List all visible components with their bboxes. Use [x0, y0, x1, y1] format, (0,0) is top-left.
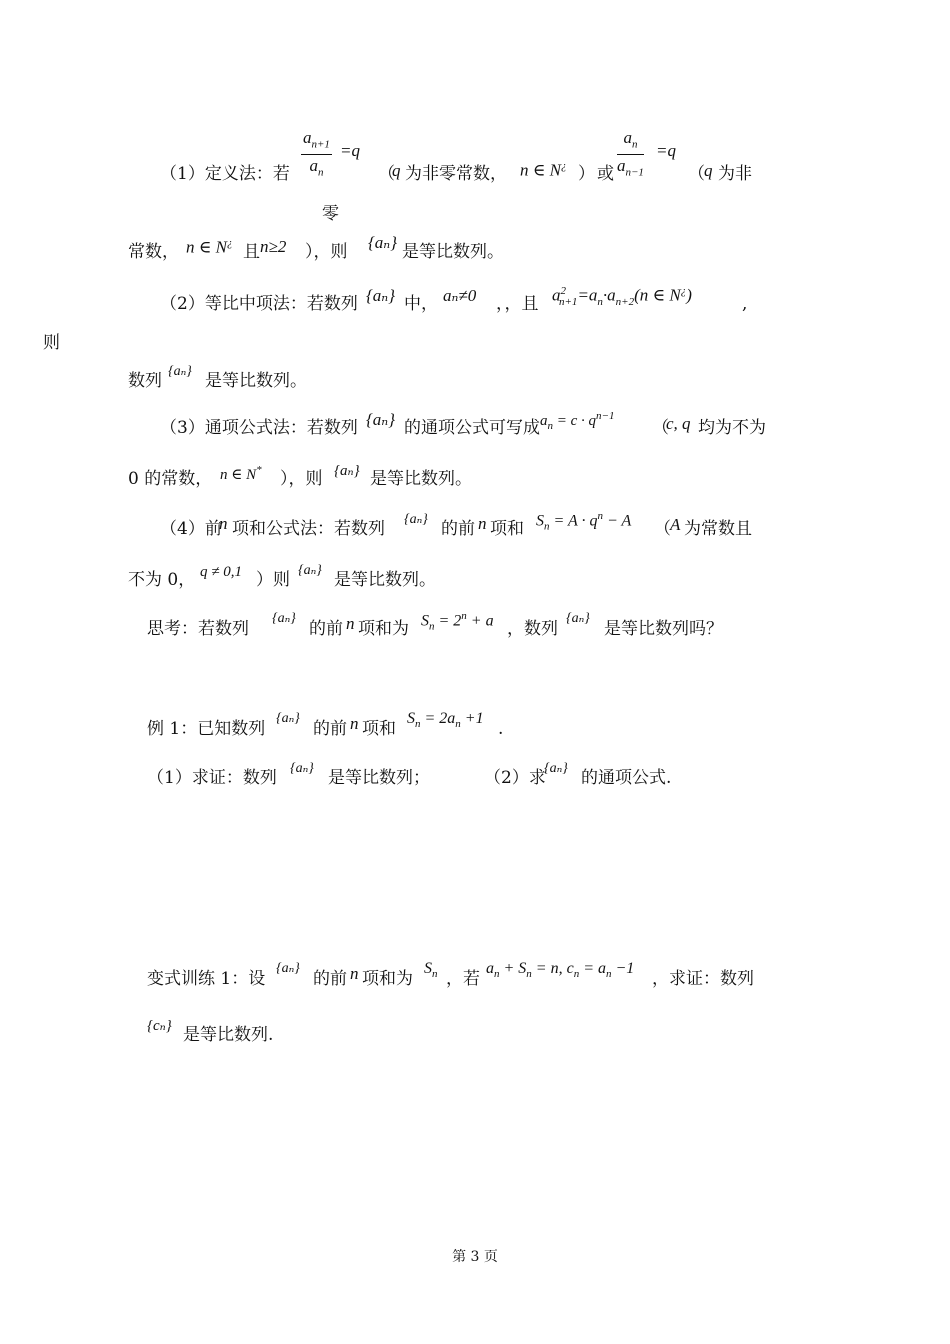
var1-e: ，求证：数列 — [652, 969, 754, 989]
s2-wrap: 则 — [43, 333, 60, 353]
s1-prefix: （1）定义法：若 — [160, 164, 290, 184]
ex1-sum-formula: $S_n = 2a_n +1$ — [407, 710, 484, 731]
s4-line2c: 是等比数列。 — [334, 570, 436, 590]
s3-condb: 均为不为 — [698, 418, 766, 438]
s3-prefix: （3）通项公式法：若数列 — [160, 418, 358, 438]
q-symbol-1: q — [392, 161, 401, 180]
n-in-N-1: n ∈ N¿ — [520, 160, 567, 180]
s4-prefix: （4）前 — [160, 519, 222, 539]
s4-condb: 为常数且 — [684, 519, 752, 539]
seq-an-10: {aₙ} — [276, 711, 300, 726]
seq-an-2: {aₙ} — [366, 286, 395, 305]
var1-d: ，若 — [446, 969, 480, 989]
A-symbol: A — [670, 515, 681, 534]
think-e: 是等比数列吗？ — [604, 619, 723, 639]
s4-mid1: 项和公式法：若数列 — [232, 519, 385, 539]
Sn-symbol: $S_n$ — [424, 960, 438, 981]
var1-condition: $a_n + S_n = n$, $c_n = a_n -1$ — [486, 960, 635, 981]
s2-line2a: 数列 — [128, 371, 162, 391]
s2-comma: ，，且 — [496, 294, 539, 314]
n-symbol-5: n — [350, 964, 359, 983]
seq-an-7: {aₙ} — [298, 563, 322, 578]
ex1-c: 项和 — [362, 719, 396, 739]
var1-a: 变式训练 1：设 — [147, 969, 266, 989]
think-a: 思考：若数列 — [147, 619, 249, 639]
seq-an-6: {aₙ} — [404, 512, 428, 527]
page-number: 第 3 页 — [452, 1249, 498, 1265]
s1-cond1b: 为非零常数， — [405, 164, 507, 184]
ex1-a: 例 1：已知数列 — [147, 719, 266, 739]
seq-cn: {cₙ} — [147, 1018, 172, 1034]
an-neq-0: aₙ≠0 — [443, 286, 477, 305]
n-symbol-2: n — [478, 514, 487, 533]
s2-end: , — [742, 294, 748, 314]
n-symbol-3: n — [346, 614, 355, 633]
equals-q-2: =q — [656, 141, 676, 160]
var1-f: 是等比数列. — [183, 1025, 274, 1045]
cq-symbols: c, q — [666, 414, 691, 433]
q-neq-0-1: q ≠ 0,1 — [200, 564, 242, 580]
n-ge-2: n≥2 — [260, 237, 287, 256]
middle-term-formula: $a^2_{n+1}=a_n\cdot a_{n+2}(n$ ∈ N¿) — [552, 285, 692, 309]
think-d: ，数列 — [507, 619, 558, 639]
ex1-b: 的前 — [313, 719, 347, 739]
s4-mid3: 项和 — [490, 519, 524, 539]
s3-mid: 的通项公式可写成 — [404, 418, 540, 438]
s2-line2b: 是等比数列。 — [205, 371, 307, 391]
equals-q-1: =q — [340, 141, 360, 160]
n-symbol-4: n — [350, 714, 359, 733]
s1-line2c: ），则 — [305, 242, 348, 262]
s1-line2d: 是等比数列。 — [402, 242, 504, 262]
seq-an-3: {aₙ} — [168, 364, 192, 379]
s1-or: 或 — [597, 164, 614, 184]
s1-cond2: （ — [688, 164, 705, 184]
n-in-N-star: n ∈ N* — [220, 464, 262, 483]
s1-line2a: 常数， — [128, 242, 179, 262]
s2-mid: 中， — [404, 294, 438, 314]
ex1-q1b: 是等比数列； — [328, 768, 430, 788]
ex1-q2a: （2）求 — [484, 768, 546, 788]
s2-prefix: （2）等比中项法：若数列 — [160, 294, 358, 314]
seq-an-4: {aₙ} — [366, 410, 395, 429]
q-symbol-2: q — [704, 161, 713, 180]
s1-wrap: 零 — [322, 204, 339, 224]
ex1-d: . — [498, 719, 504, 739]
s1-line2b: 且 — [243, 242, 260, 262]
ex1-q2b: 的通项公式. — [581, 768, 672, 788]
s1-close-paren: ） — [578, 164, 595, 184]
seq-an-8: {aₙ} — [272, 611, 296, 626]
s3-line2c: 是等比数列。 — [370, 469, 472, 489]
seq-an-11: {aₙ} — [290, 761, 314, 776]
fraction-an-over-an-1: $\frac{a_n}{a_{n-1}}$ — [617, 128, 644, 179]
sum-formula: $S_n = A \cdot q^n - A$ — [536, 510, 632, 533]
s4-line2b: ）则 — [256, 570, 290, 590]
var1-c: 项和为 — [362, 969, 413, 989]
s3-line2a: 0 的常数， — [128, 469, 213, 489]
n-symbol-1: n — [219, 514, 228, 533]
s1-cond1: （ — [378, 164, 395, 184]
general-term-formula: $a_n = c \cdot q^{n-1}$ — [540, 410, 615, 432]
seq-an-5: {aₙ} — [334, 463, 360, 479]
fraction-an1-over-an: $\frac{a_{n+1}}{a_n}$ — [303, 128, 330, 179]
s4-mid2: 的前 — [441, 519, 475, 539]
think-b: 的前 — [309, 619, 343, 639]
ex1-q1a: （1）求证：数列 — [147, 768, 277, 788]
sum-2n-plus-a: $S_n = 2^n + a$ — [421, 610, 494, 633]
s1-cond2b: 为非 — [718, 164, 752, 184]
seq-an-12: {aₙ} — [544, 761, 568, 776]
seq-an-9: {aₙ} — [566, 611, 590, 626]
seq-an-1: {aₙ} — [368, 233, 397, 252]
var1-b: 的前 — [313, 969, 347, 989]
s3-line2b: ），则 — [280, 469, 323, 489]
think-c: 项和为 — [358, 619, 409, 639]
s4-line2a: 不为 0， — [128, 570, 196, 590]
seq-an-13: {aₙ} — [276, 961, 300, 976]
s4-cond: （ — [654, 519, 671, 539]
n-in-N-2: n ∈ N¿ — [186, 237, 233, 257]
s3-cond: （ — [652, 418, 669, 438]
